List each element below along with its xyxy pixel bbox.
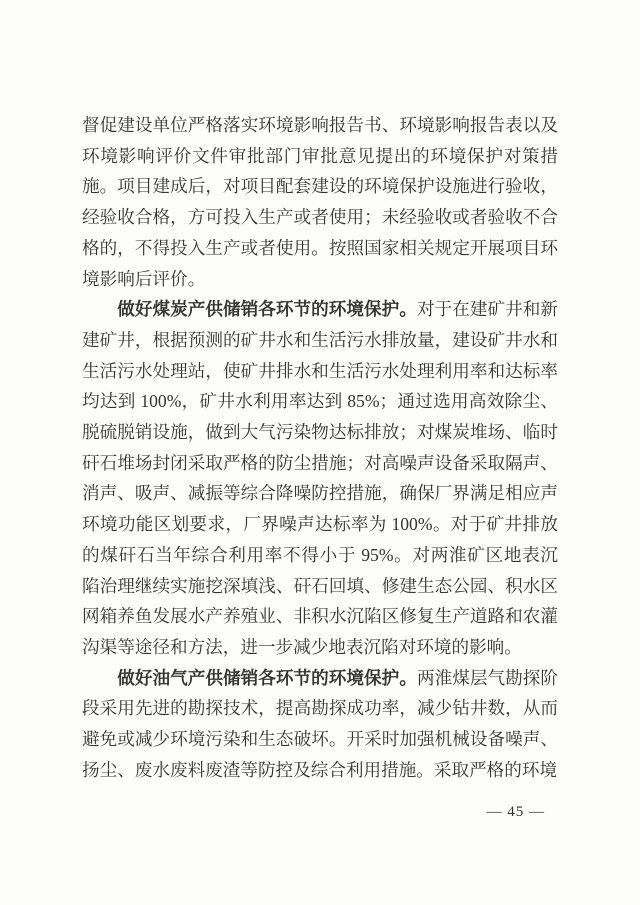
paragraph-lead-bold: 做好油气产供储销各环节的环境保护。 (117, 667, 417, 688)
paragraph-text: 对于在建矿井和新建矿井，根据预测的矿井水和生活污水排放量，建设矿井水和生活污水处理站，使矿井排水和生活污水处理利用率和达标率均达到 100%，矿井水利用率达到 85%；通过选用高效除尘、脱硫脱销设施，做到大气污染物达标排放；对煤炭堆场、临时矸石堆场封闭采取严格的防尘措施；对高噪声设备采取隔声、消声、吸声、减振等综合降噪防控措施，确保厂界满足相应声环境功能区划要求，厂界噪声达标率为 100%。对于矿井排放的煤矸石当年综合利用率不得小于 95%。对两淮矿区地表沉陷治理继续实施挖深填浅、矸石回填、修建生态公园、积水区网箱养鱼发展水产养殖业、非积水沉陷区修复生产道路和农灌沟渠等途径和方法，进一步减少地表沉陷对环境的影响。 (82, 299, 558, 657)
paragraph-text: 督促建设单位严格落实环境影响报告书、环境影响报告表以及环境影响评价文件审批部门审批意见提出的环境保护对策措施。项目建成后，对项目配套建设的环境保护设施进行验收，经验收合格，方可投入生产或者使用；未经验收或者验收不合格的，不得投入生产或者使用。按照国家相关规定开展项目环境影响后评价。 (82, 115, 558, 289)
page-number: — 45 — (486, 804, 545, 820)
paragraph-text: 两淮煤层气勘探阶段采用先进的勘探技术，提高勘探成功率，减少钻井数，从而避免或减少环境污染和生态破坏。开采时加强机械设备噪声、扬尘、废水废料废渣等防控及综合利用措施。采取严格的环境 (82, 667, 558, 780)
paragraph-lead-bold: 做好煤炭产供储销各环节的环境保护。 (117, 299, 417, 320)
paragraph (82, 663, 558, 786)
paragraph (82, 110, 558, 294)
text-body (82, 110, 558, 785)
paragraph (82, 294, 558, 662)
